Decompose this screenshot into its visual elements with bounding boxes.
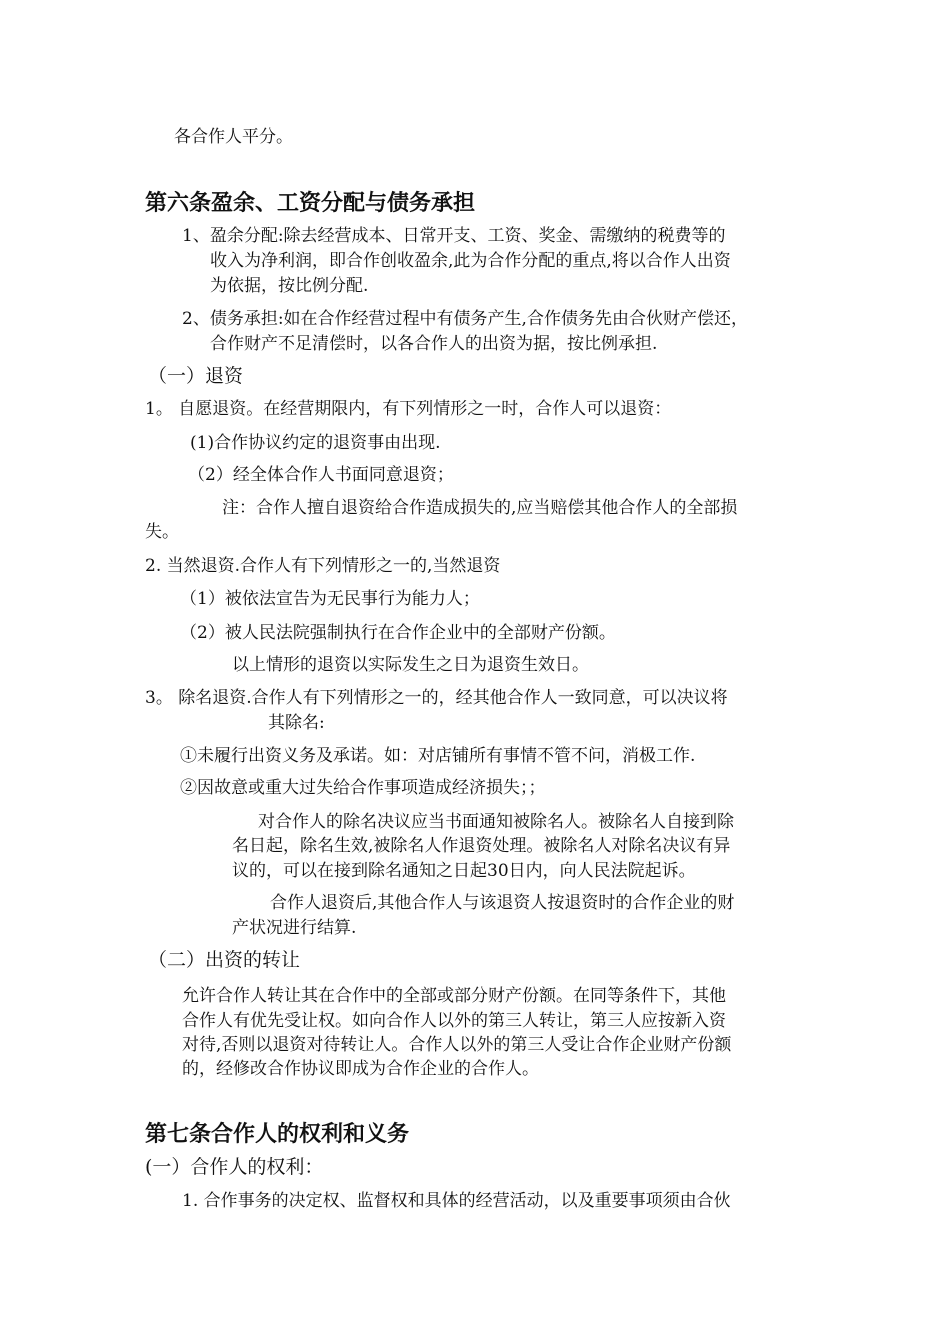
text-line: 名日起，除名生效,被除名人作退资处理。被除名人对除名决议有异 xyxy=(232,836,731,856)
section-heading: 第六条盈余、工资分配与债务承担 xyxy=(145,191,476,216)
text-line: 收入为净利润，即合作创收盈余,此为合作分配的重点,将以合作人出资 xyxy=(210,251,731,271)
text-line: 合作财产不足清偿时，以各合作人的出资为据，按比例承担. xyxy=(210,334,658,354)
text-line: 2. 当然退资.合作人有下列情形之一的,当然退资 xyxy=(145,556,501,576)
subsection-heading: (一）合作人的权利： xyxy=(145,1156,324,1178)
text-line: （2）被人民法院强制执行在合作企业中的全部财产份额。 xyxy=(180,623,616,643)
text-line: 3。 除名退资.合作人有下列情形之一的，经其他合作人一致同意，可以决议将 xyxy=(145,688,728,708)
text-line: 1. 合作事务的决定权、监督权和具体的经营活动，以及重要事项须由合伙 xyxy=(182,1191,731,1211)
text-line: （2）经全体合作人书面同意退资； xyxy=(188,465,454,485)
text-line: 2、债务承担:如在合作经营过程中有债务产生,合作债务先由合伙财产偿还， xyxy=(182,309,748,329)
text-line: 允许合作人转让其在合作中的全部或部分财产份额。在同等条件下，其他 xyxy=(182,986,726,1006)
text-line: 1。 自愿退资。在经营期限内，有下列情形之一时，合作人可以退资： xyxy=(145,399,672,419)
section-heading: 第七条合作人的权利和义务 xyxy=(145,1122,410,1147)
text-line: ①未履行出资义务及承诺。如：对店铺所有事情不管不问，消极工作. xyxy=(180,746,696,766)
text-line: 合作人退资后,其他合作人与该退资人按退资时的合作企业的财 xyxy=(270,893,735,913)
text-line: （1）被依法宣告为无民事行为能力人； xyxy=(180,589,480,609)
text-line: (1)合作协议约定的退资事由出现. xyxy=(190,433,441,453)
text-line: ②因故意或重大过失给合作事项造成经济损失；； xyxy=(180,778,546,798)
text-line: 失。 xyxy=(145,522,179,542)
subsection-heading: （二）出资的转让 xyxy=(148,949,301,971)
text-line: 的，经修改合作协议即成为合作企业的合作人。 xyxy=(182,1059,539,1079)
text-line: 议的，可以在接到除名通知之日起30日内，向人民法院起诉。 xyxy=(232,861,696,881)
text-line: 为依据，按比例分配. xyxy=(210,276,369,296)
text-line: 对合作人的除名决议应当书面通知被除名人。被除名人自接到除 xyxy=(258,812,734,832)
text-line: 合作人有优先受让权。如向合作人以外的第三人转让，第三人应按新入资 xyxy=(182,1011,726,1031)
text-line: 注：合作人擅自退资给合作造成损失的,应当赔偿其他合作人的全部损 xyxy=(222,498,738,518)
text-line: 对待,否则以退资对待转让人。合作人以外的第三人受让合作企业财产份额 xyxy=(182,1035,732,1055)
text-line: 以上情形的退资以实际发生之日为退资生效日。 xyxy=(232,655,589,675)
text-line: 其除名: xyxy=(268,713,325,733)
text-line: 产状况进行结算. xyxy=(232,918,357,938)
text-line: 1、盈余分配:除去经营成本、日常开支、工资、奖金、需缴纳的税费等的 xyxy=(182,226,726,246)
subsection-heading: （一）退资 xyxy=(148,365,244,387)
text-line: 各合作人平分。 xyxy=(174,127,293,147)
